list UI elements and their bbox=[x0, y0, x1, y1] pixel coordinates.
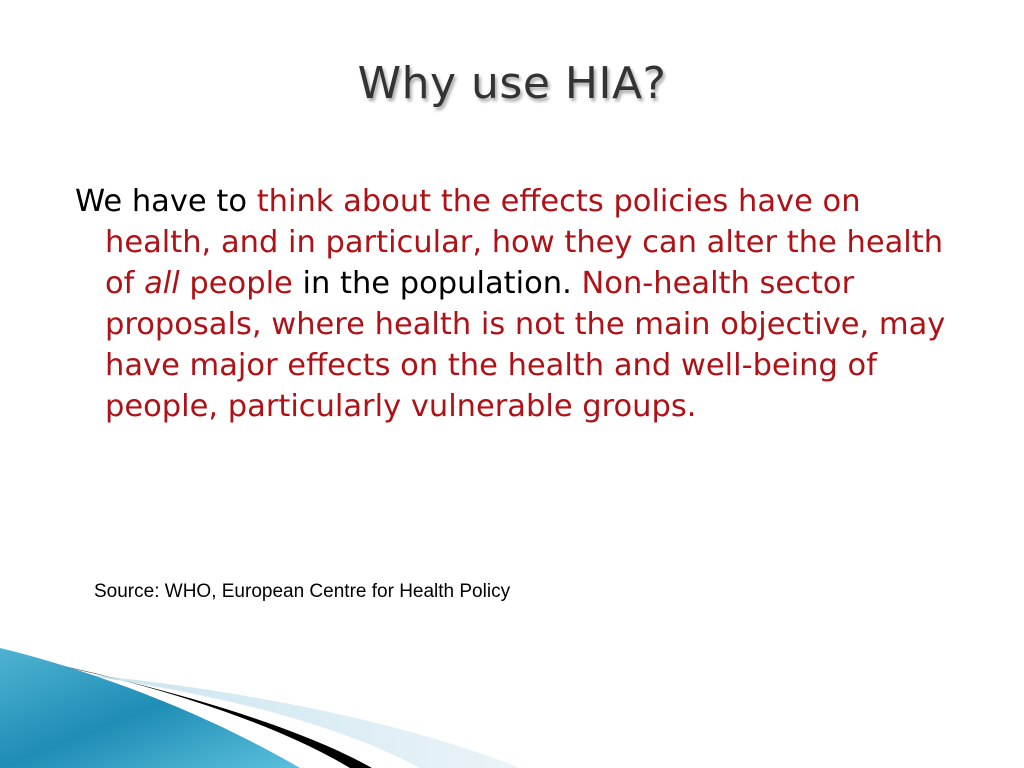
wave-teal-band bbox=[0, 648, 300, 768]
body-text-highlight: Non-health sector proposals, where health is not the main objective, may have major effects on the health and well-being of people, particularly vulnerable groups. bbox=[105, 266, 946, 424]
body-text-normal: in the population. bbox=[292, 266, 582, 301]
body-text-emphasis: all bbox=[144, 266, 180, 301]
source-citation: Source: WHO, European Centre for Health Policy bbox=[94, 581, 511, 602]
body-paragraph bbox=[75, 181, 965, 427]
wave-black-stroke bbox=[20, 657, 372, 768]
body-text-highlight: people bbox=[179, 266, 293, 301]
wave-light-band bbox=[60, 672, 520, 768]
body-text-highlight: think about the effects policies have on health, and in particular, how they can alter the health of bbox=[105, 184, 944, 301]
slide-title: Why use HIA? bbox=[357, 58, 667, 109]
body-text-normal: We have to bbox=[75, 184, 257, 219]
